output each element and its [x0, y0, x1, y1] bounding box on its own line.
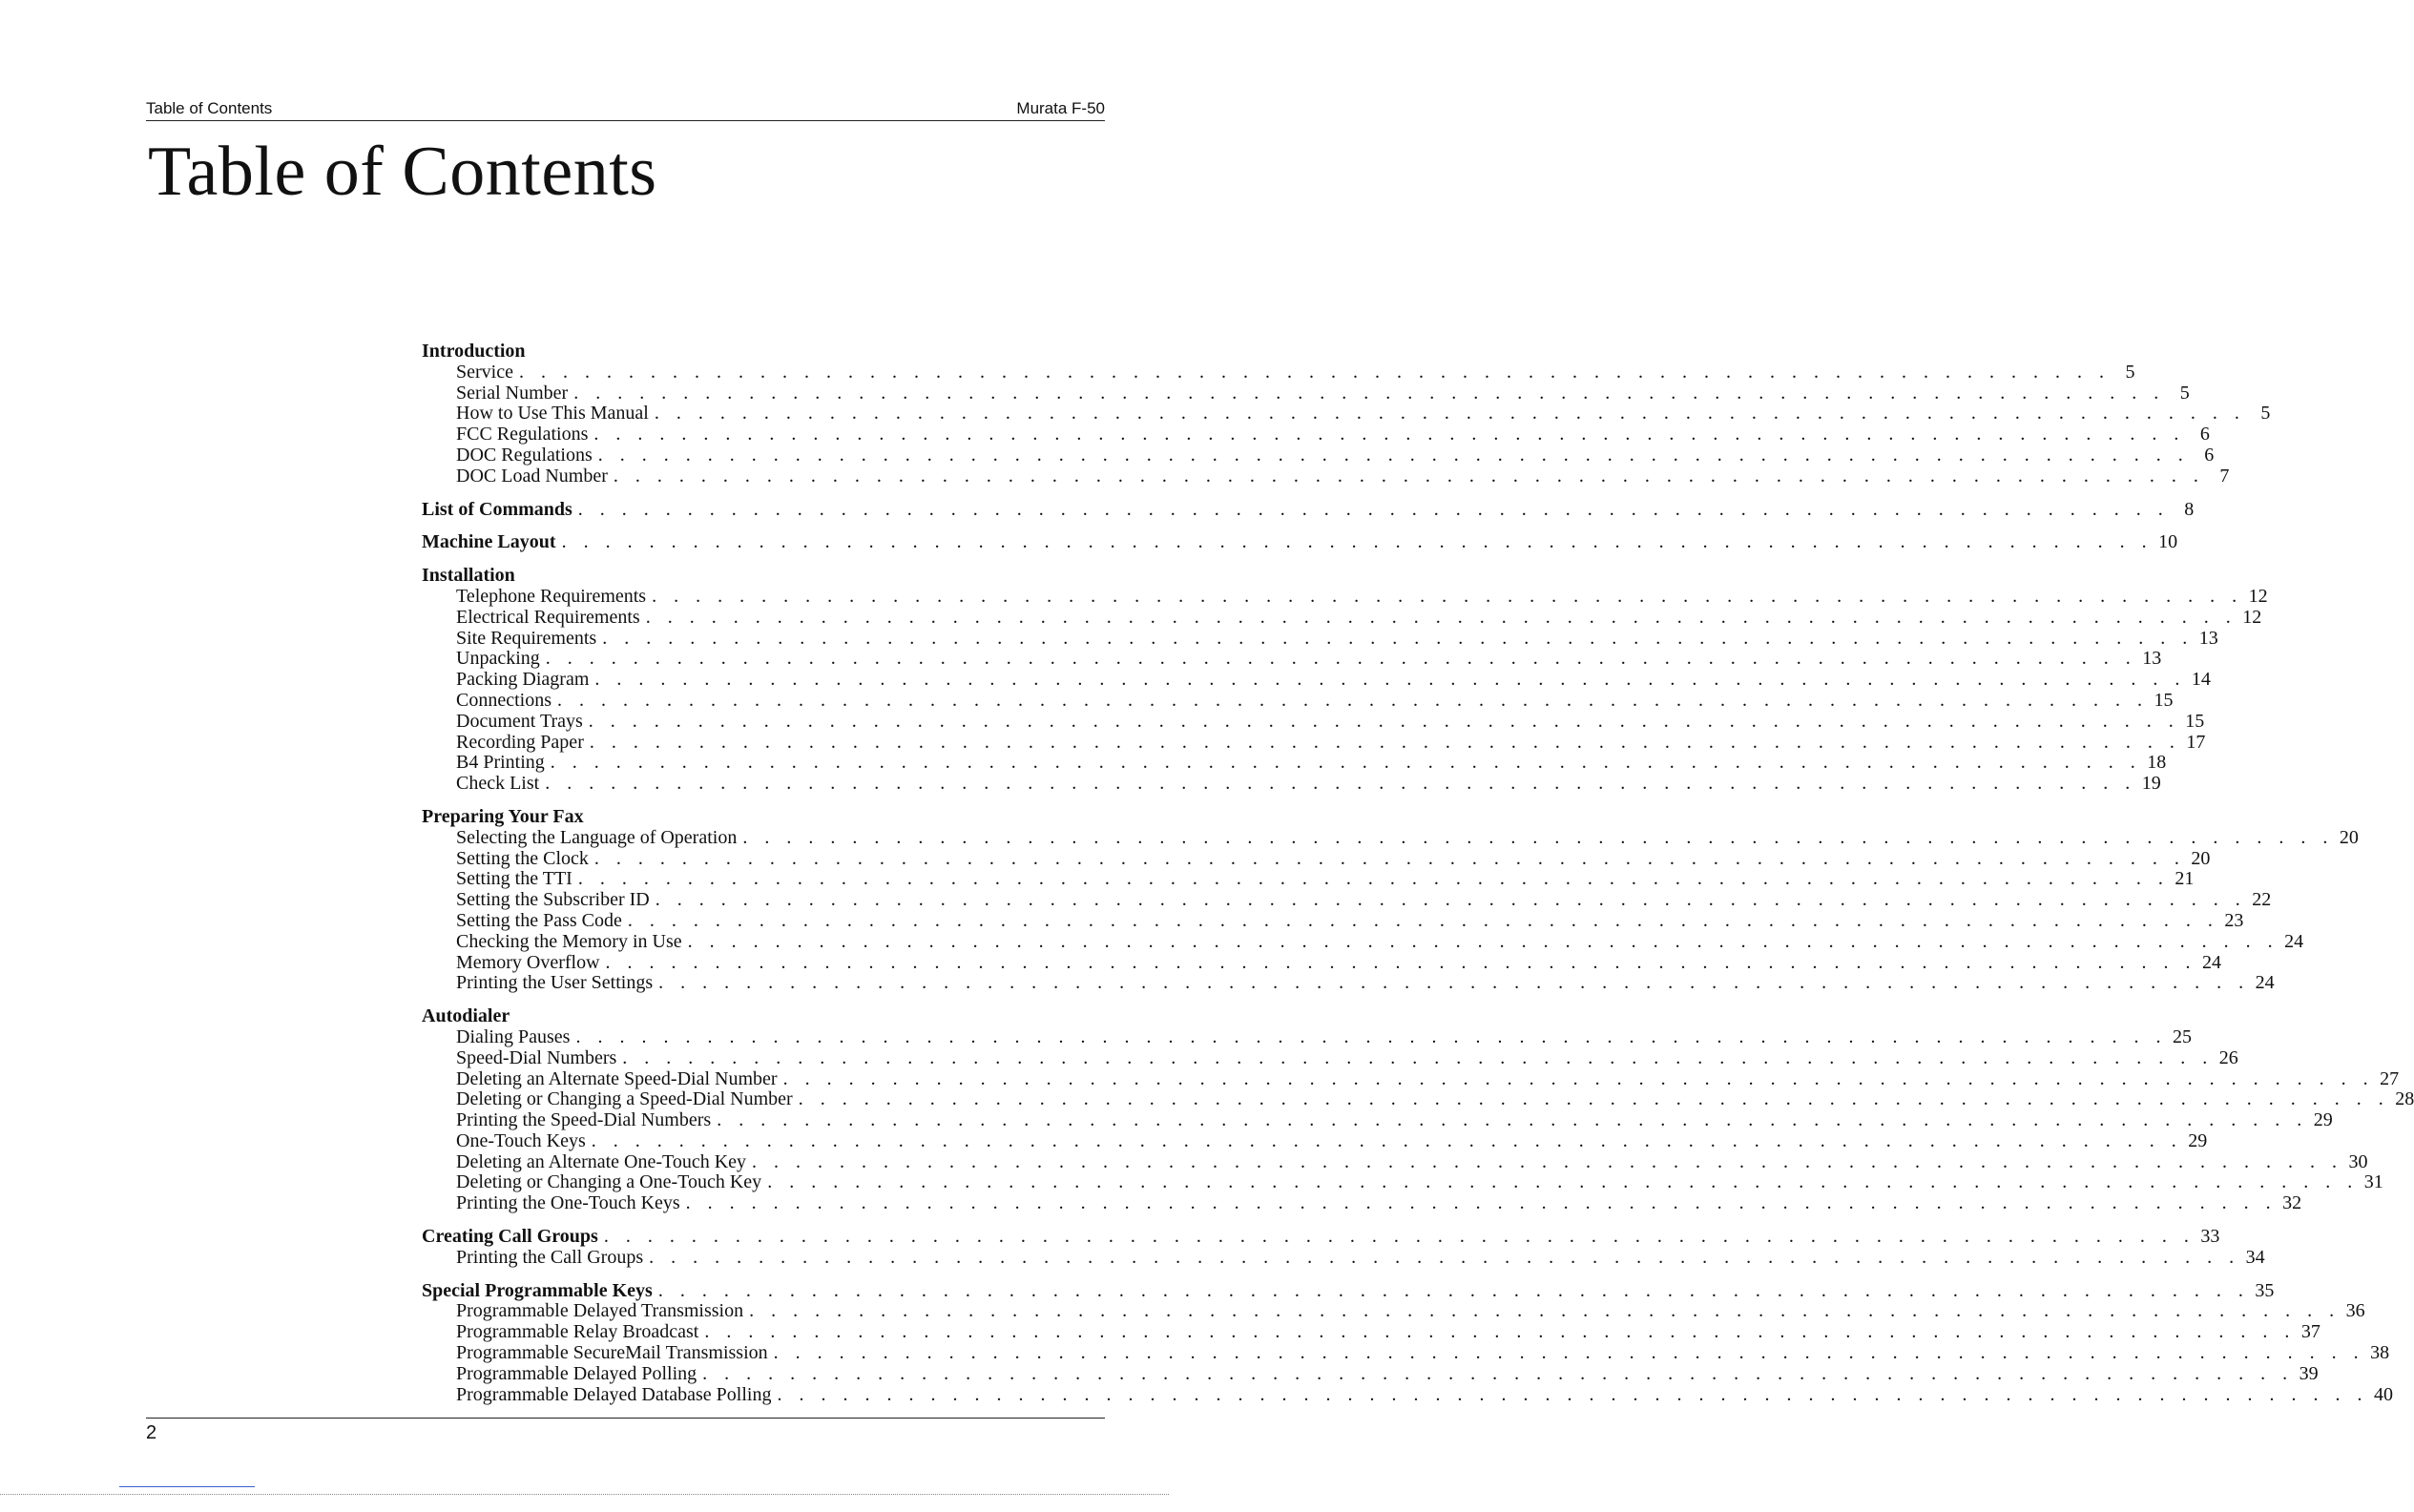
dot-leader: . . . . . . . . . . . . . . . . . . . . . . . . . . . . . . . . . . . . . . . . . . . . . . . . . . . . . . . . . . . . . . . . . . . . . . . . . — [782, 1067, 2375, 1089]
page-number-ref: 29 — [2313, 1109, 2333, 1131]
dot-leader: . . . . . . . . . . . . . . . . . . . . . . . . . . . . . . . . . . . . . . . . . . . . . . . . . . . . . . . . . . . . . . . . . . . . . . . . . — [657, 1279, 2250, 1301]
dot-leader: . . . . . . . . . . . . . . . . . . . . . . . . . . . . . . . . . . . . . . . . . . . . . . . . . . . . . . . . . . . . . . . . . . . . . . . . . — [658, 972, 2250, 994]
entry-label: Deleting or Changing a One-Touch Key — [456, 1171, 762, 1193]
page-number-ref: 28 — [2395, 1088, 2414, 1110]
toc-entry[interactable] — [422, 648, 2162, 670]
entry-label: Recording Paper — [456, 731, 584, 753]
entry-label: Deleting an Alternate One-Touch Key — [456, 1150, 747, 1172]
toc-entry[interactable] — [422, 1129, 2208, 1152]
page-number-ref: 31 — [2363, 1171, 2383, 1193]
toc-entry[interactable] — [422, 465, 2230, 487]
toc-entry[interactable] — [422, 1150, 2368, 1173]
dot-leader: . . . . . . . . . . . . . . . . . . . . . . . . . . . . . . . . . . . . . . . . . . . . . . . . . . . . . . . . . . . . . . . . . . . . . . . . . — [613, 465, 2205, 487]
page-number-ref: 39 — [2299, 1362, 2319, 1384]
page-number-ref: 32 — [2282, 1192, 2302, 1214]
dot-leader: . . . . . . . . . . . . . . . . . . . . . . . . . . . . . . . . . . . . . . . . . . . . . . . . . . . . . . . . . . . . . . . . . . . . . . . . . — [773, 1342, 2365, 1364]
header-section-title: Table of Contents — [146, 99, 273, 117]
page-number-ref: 12 — [2248, 585, 2268, 607]
toc-entry[interactable] — [422, 847, 2211, 870]
entry-label: Printing the Call Groups — [456, 1246, 644, 1268]
dot-leader: . . . . . . . . . . . . . . . . . . . . . . . . . . . . . . . . . . . . . . . . . . . . . . . . . . . . . . . . . . . . . . . . . . . . . . . . . — [622, 1046, 2214, 1068]
toc-entry[interactable] — [422, 444, 2215, 466]
toc-section — [422, 565, 2268, 795]
page-number-ref: 24 — [2255, 972, 2275, 994]
entry-label: DOC Regulations — [456, 444, 593, 466]
toc-section-heading[interactable] — [422, 1006, 1097, 1027]
page-number-ref: 27 — [2380, 1067, 2400, 1089]
dot-leader: . . . . . . . . . . . . . . . . . . . . . . . . . . . . . . . . . . . . . . . . . . . . . . . . . . . . . . . . . . . . . . . . . . . . . . . . . — [749, 1300, 2341, 1322]
page-number-ref: 34 — [2245, 1246, 2265, 1268]
entry-label: Serial Number — [456, 382, 569, 404]
entry-label: Programmable Delayed Database Polling — [456, 1383, 772, 1405]
toc-section-heading[interactable] — [422, 1226, 2220, 1248]
section-title: Autodialer — [422, 1005, 510, 1027]
toc-section-heading[interactable] — [422, 566, 1097, 587]
page-number-ref: 13 — [2142, 648, 2162, 670]
toc-entry[interactable] — [422, 1321, 2320, 1343]
toc-section — [422, 341, 2271, 487]
dot-leader: . . . . . . . . . . . . . . . . . . . . . . . . . . . . . . . . . . . . . . . . . . . . . . . . . . . . . . . . . . . . . . . . . . . . . . . . . — [594, 669, 2186, 691]
page-number-ref: 8 — [2184, 498, 2195, 520]
dot-leader: . . . . . . . . . . . . . . . . . . . . . . . . . . . . . . . . . . . . . . . . . . . . . . . . . . . . . . . . . . . . . . . . . . . . . . . . . — [654, 403, 2246, 425]
toc-entry[interactable] — [422, 951, 2222, 974]
toc-entry[interactable] — [422, 403, 2271, 425]
toc-entry[interactable] — [422, 382, 2190, 404]
dot-leader: . . . . . . . . . . . . . . . . . . . . . . . . . . . . . . . . . . . . . . . . . . . . . . . . . . . . . . . . . . . . . . . . . . . . . . . . . — [685, 1192, 2278, 1214]
page-number-ref: 5 — [2260, 403, 2271, 425]
dot-leader: . . . . . . . . . . . . . . . . . . . . . . . . . . . . . . . . . . . . . . . . . . . . . . . . . . . . . . . . . . . . . . . . . . . . . . . . . — [702, 1362, 2294, 1384]
page-number: 2 — [146, 1422, 157, 1443]
entry-label: Programmable Delayed Transmission — [456, 1300, 744, 1322]
entry-label: Programmable Delayed Polling — [456, 1362, 697, 1384]
bottom-dotted-rule — [0, 1494, 1169, 1495]
toc-entry[interactable] — [422, 627, 2218, 650]
page-number-ref: 13 — [2198, 627, 2218, 649]
toc-entry[interactable] — [422, 606, 2262, 629]
toc-entry[interactable] — [422, 1088, 2414, 1110]
dot-leader: . . . . . . . . . . . . . . . . . . . . . . . . . . . . . . . . . . . . . . . . . . . . . . . . . . . . . . . . . . . . . . . . . . . . . . . . . — [597, 444, 2190, 466]
entry-label: Telephone Requirements — [456, 585, 647, 607]
entry-label: One-Touch Keys — [456, 1129, 586, 1151]
toc-entry[interactable] — [422, 868, 2195, 890]
toc-section-heading[interactable] — [422, 342, 1097, 362]
dot-leader: . . . . . . . . . . . . . . . . . . . . . . . . . . . . . . . . . . . . . . . . . . . . . . . . . . . . . . . . . . . . . . . . . . . . . . . . . — [593, 847, 2186, 869]
page-number-ref: 20 — [2339, 826, 2359, 848]
toc-section — [422, 498, 2195, 521]
toc-section-heading[interactable] — [422, 1279, 2275, 1302]
dot-leader: . . . . . . . . . . . . . . . . . . . . . . . . . . . . . . . . . . . . . . . . . . . . . . . . . . . . . . . . . . . . . . . . . . . . . . . . . — [777, 1383, 2368, 1405]
toc-entry[interactable] — [422, 930, 2304, 953]
entry-label: Connections — [456, 689, 551, 711]
toc-entry[interactable] — [422, 773, 2161, 795]
dot-leader: . . . . . . . . . . . . . . . . . . . . . . . . . . . . . . . . . . . . . . . . . . . . . . . . . . . . . . . . . . . . . . . . . . . . . . . . . — [649, 1246, 2240, 1268]
entry-label: Checking the Memory in Use — [456, 930, 682, 952]
entry-label: Document Trays — [456, 710, 583, 732]
toc-entry[interactable] — [422, 585, 2268, 608]
entry-label: Selecting the Language of Operation — [456, 826, 738, 848]
toc-entry[interactable] — [422, 1067, 2400, 1090]
entry-label: Setting the Subscriber ID — [456, 889, 650, 911]
entry-label: Programmable SecureMail Transmission — [456, 1342, 768, 1364]
page-number-ref: 18 — [2147, 752, 2167, 774]
section-title: Introduction — [422, 341, 526, 362]
page-number-ref: 6 — [2199, 424, 2210, 445]
entry-label: DOC Load Number — [456, 465, 608, 487]
page-number-ref: 17 — [2186, 731, 2206, 753]
table-of-contents — [422, 341, 2414, 1418]
toc-entry[interactable] — [422, 1342, 2390, 1364]
toc-entry[interactable] — [422, 1192, 2302, 1214]
page-number-ref: 6 — [2204, 444, 2215, 466]
page-number-ref: 26 — [2218, 1046, 2238, 1068]
dot-leader: . . . . . . . . . . . . . . . . . . . . . . . . . . . . . . . . . . . . . . . . . . . . . . . . . . . . . . . . . . . . . . . . . . . . . . . . . — [577, 498, 2170, 520]
section-title: Machine Layout — [422, 531, 556, 553]
toc-entry[interactable] — [422, 826, 2359, 849]
toc-entry[interactable] — [422, 889, 2272, 911]
dot-leader: . . . . . . . . . . . . . . . . . . . . . . . . . . . . . . . . . . . . . . . . . . . . . . . . . . . . . . . . . . . . . . . . . . . . . . . . . — [588, 710, 2180, 732]
dot-leader: . . . . . . . . . . . . . . . . . . . . . . . . . . . . . . . . . . . . . . . . . . . . . . . . . . . . . . . . . . . . . . . . . . . . . . . . . — [575, 1025, 2167, 1047]
toc-section-heading[interactable] — [422, 498, 2195, 521]
section-title: Preparing Your Fax — [422, 805, 584, 827]
entry-label: Site Requirements — [456, 627, 597, 649]
toc-entry[interactable] — [422, 1383, 2393, 1406]
dot-leader: . . . . . . . . . . . . . . . . . . . . . . . . . . . . . . . . . . . . . . . . . . . . . . . . . . . . . . . . . . . . . . . . . . . . . . . . . — [557, 689, 2149, 711]
page-number-ref: 24 — [2284, 930, 2304, 952]
entry-label: Electrical Requirements — [456, 606, 640, 628]
page-number-ref: 5 — [2125, 361, 2135, 383]
entry-label: Speed-Dial Numbers — [456, 1046, 617, 1068]
page-number-ref: 24 — [2202, 951, 2222, 973]
dot-leader: . . . . . . . . . . . . . . . . . . . . . . . . . . . . . . . . . . . . . . . . . . . . . . . . . . . . . . . . . . . . . . . . . . . . . . . . . — [742, 826, 2334, 848]
page-number-ref: 30 — [2348, 1150, 2368, 1172]
dot-leader: . . . . . . . . . . . . . . . . . . . . . . . . . . . . . . . . . . . . . . . . . . . . . . . . . . . . . . . . . . . . . . . . . . . . . . . . . — [627, 909, 2219, 931]
page-number-ref: 25 — [2172, 1025, 2192, 1047]
page-number-ref: 14 — [2191, 669, 2211, 691]
dot-leader: . . . . . . . . . . . . . . . . . . . . . . . . . . . . . . . . . . . . . . . . . . . . . . . . . . . . . . . . . . . . . . . . . . . . . . . . . — [573, 382, 2165, 404]
toc-entry[interactable] — [422, 710, 2205, 733]
toc-entry[interactable] — [422, 689, 2174, 712]
dot-leader: . . . . . . . . . . . . . . . . . . . . . . . . . . . . . . . . . . . . . . . . . . . . . . . . . . . . . . . . . . . . . . . . . . . . . . . . . — [798, 1088, 2390, 1110]
dot-leader: . . . . . . . . . . . . . . . . . . . . . . . . . . . . . . . . . . . . . . . . . . . . . . . . . . . . . . . . . . . . . . . . . . . . . . . . . — [561, 531, 2154, 553]
toc-section-heading[interactable] — [422, 531, 2178, 553]
entry-label: Printing the User Settings — [456, 972, 654, 994]
toc-entry[interactable] — [422, 1300, 2365, 1322]
page-number-ref: 35 — [2255, 1279, 2275, 1301]
toc-section — [422, 1279, 2393, 1406]
dot-leader: . . . . . . . . . . . . . . . . . . . . . . . . . . . . . . . . . . . . . . . . . . . . . . . . . . . . . . . . . . . . . . . . . . . . . . . . . — [545, 773, 2136, 795]
page-number-ref: 12 — [2242, 606, 2262, 628]
dot-leader: . . . . . . . . . . . . . . . . . . . . . . . . . . . . . . . . . . . . . . . . . . . . . . . . . . . . . . . . . . . . . . . . . . . . . . . . . — [767, 1171, 2359, 1193]
entry-label: Unpacking — [456, 648, 540, 670]
dot-leader: . . . . . . . . . . . . . . . . . . . . . . . . . . . . . . . . . . . . . . . . . . . . . . . . . . . . . . . . . . . . . . . . . . . . . . . . . — [717, 1109, 2308, 1131]
dot-leader: . . . . . . . . . . . . . . . . . . . . . . . . . . . . . . . . . . . . . . . . . . . . . . . . . . . . . . . . . . . . . . . . . . . . . . . . . — [687, 930, 2279, 952]
dot-leader: . . . . . . . . . . . . . . . . . . . . . . . . . . . . . . . . . . . . . . . . . . . . . . . . . . . . . . . . . . . . . . . . . . . . . . . . . — [518, 361, 2111, 383]
entry-label: Deleting an Alternate Speed-Dial Number — [456, 1067, 778, 1089]
page-number-ref: 29 — [2188, 1129, 2208, 1151]
dot-leader: . . . . . . . . . . . . . . . . . . . . . . . . . . . . . . . . . . . . . . . . . . . . . . . . . . . . . . . . . . . . . . . . . . . . . . . . . — [591, 1129, 2183, 1151]
dot-leader: . . . . . . . . . . . . . . . . . . . . . . . . . . . . . . . . . . . . . . . . . . . . . . . . . . . . . . . . . . . . . . . . . . . . . . . . . — [752, 1150, 2343, 1172]
dot-leader: . . . . . . . . . . . . . . . . . . . . . . . . . . . . . . . . . . . . . . . . . . . . . . . . . . . . . . . . . . . . . . . . . . . . . . . . . — [704, 1321, 2296, 1343]
dot-leader: . . . . . . . . . . . . . . . . . . . . . . . . . . . . . . . . . . . . . . . . . . . . . . . . . . . . . . . . . . . . . . . . . . . . . . . . . — [652, 585, 2243, 607]
toc-entry[interactable] — [422, 1046, 2238, 1069]
toc-entry[interactable] — [422, 1362, 2319, 1385]
page-number-ref: 38 — [2370, 1342, 2390, 1364]
entry-label: Service — [456, 361, 513, 383]
toc-section-heading[interactable] — [422, 807, 1097, 828]
toc-section — [422, 805, 2359, 994]
running-header — [146, 99, 1105, 121]
toc-entry[interactable] — [422, 1246, 2265, 1269]
page-title: Table of Contents — [148, 133, 657, 211]
page-number-ref: 19 — [2141, 773, 2161, 795]
entry-label: Deleting or Changing a Speed-Dial Number — [456, 1088, 793, 1110]
page-number-ref: 5 — [2179, 382, 2190, 404]
toc-entry[interactable] — [422, 424, 2210, 445]
toc-entry[interactable] — [422, 909, 2244, 932]
page-number-ref: 21 — [2175, 868, 2195, 890]
dot-leader: . . . . . . . . . . . . . . . . . . . . . . . . . . . . . . . . . . . . . . . . . . . . . . . . . . . . . . . . . . . . . . . . . . . . . . . . . — [589, 731, 2181, 753]
entry-label: Dialing Pauses — [456, 1025, 571, 1047]
toc-entry[interactable] — [422, 1171, 2383, 1193]
toc-entry[interactable] — [422, 361, 2135, 383]
bottom-link-underline — [119, 1486, 255, 1487]
section-title: List of Commands — [422, 498, 572, 520]
dot-leader: . . . . . . . . . . . . . . . . . . . . . . . . . . . . . . . . . . . . . . . . . . . . . . . . . . . . . . . . . . . . . . . . . . . . . . . . . — [603, 1226, 2195, 1248]
dot-leader: . . . . . . . . . . . . . . . . . . . . . . . . . . . . . . . . . . . . . . . . . . . . . . . . . . . . . . . . . . . . . . . . . . . . . . . . . — [602, 627, 2194, 649]
toc-section — [422, 1005, 2414, 1214]
page-number-ref: 23 — [2224, 909, 2244, 931]
section-title: Installation — [422, 565, 515, 587]
page-footer — [146, 1418, 1105, 1443]
page-number-ref: 22 — [2252, 889, 2272, 911]
toc-entry[interactable] — [422, 1109, 2333, 1131]
entry-label: Setting the TTI — [456, 868, 572, 890]
page-number-ref: 7 — [2219, 465, 2230, 487]
entry-label: Setting the Pass Code — [456, 909, 622, 931]
page-number-ref: 36 — [2345, 1300, 2365, 1322]
entry-label: Packing Diagram — [456, 669, 590, 691]
dot-leader: . . . . . . . . . . . . . . . . . . . . . . . . . . . . . . . . . . . . . . . . . . . . . . . . . . . . . . . . . . . . . . . . . . . . . . . . . — [577, 868, 2170, 890]
header-product-name: Murata F-50 — [1016, 99, 1105, 117]
page-number-ref: 33 — [2200, 1226, 2220, 1248]
toc-entry[interactable] — [422, 972, 2275, 994]
page-number-ref: 37 — [2300, 1321, 2320, 1343]
toc-entry[interactable] — [422, 1025, 2192, 1048]
toc-entry[interactable] — [422, 752, 2167, 774]
entry-label: Check List — [456, 773, 540, 795]
page-number-ref: 40 — [2373, 1383, 2393, 1405]
section-title: Creating Call Groups — [422, 1226, 598, 1248]
dot-leader: . . . . . . . . . . . . . . . . . . . . . . . . . . . . . . . . . . . . . . . . . . . . . . . . . . . . . . . . . . . . . . . . . . . . . . . . . — [645, 606, 2237, 628]
page-number-ref: 10 — [2158, 531, 2178, 553]
section-title: Special Programmable Keys — [422, 1279, 653, 1301]
entry-label: Memory Overflow — [456, 951, 600, 973]
toc-section — [422, 1226, 2265, 1269]
toc-entry[interactable] — [422, 669, 2211, 691]
entry-label: Programmable Relay Broadcast — [456, 1321, 699, 1343]
entry-label: FCC Regulations — [456, 424, 589, 445]
dot-leader: . . . . . . . . . . . . . . . . . . . . . . . . . . . . . . . . . . . . . . . . . . . . . . . . . . . . . . . . . . . . . . . . . . . . . . . . . — [545, 648, 2137, 670]
dot-leader: . . . . . . . . . . . . . . . . . . . . . . . . . . . . . . . . . . . . . . . . . . . . . . . . . . . . . . . . . . . . . . . . . . . . . . . . . — [605, 951, 2197, 973]
page-number-ref: 15 — [2154, 689, 2174, 711]
entry-label: Printing the Speed-Dial Numbers — [456, 1109, 712, 1131]
dot-leader: . . . . . . . . . . . . . . . . . . . . . . . . . . . . . . . . . . . . . . . . . . . . . . . . . . . . . . . . . . . . . . . . . . . . . . . . . — [593, 424, 2185, 445]
dot-leader: . . . . . . . . . . . . . . . . . . . . . . . . . . . . . . . . . . . . . . . . . . . . . . . . . . . . . . . . . . . . . . . . . . . . . . . . . — [655, 889, 2247, 911]
entry-label: Printing the One-Touch Keys — [456, 1192, 680, 1214]
toc-entry[interactable] — [422, 731, 2206, 754]
dot-leader: . . . . . . . . . . . . . . . . . . . . . . . . . . . . . . . . . . . . . . . . . . . . . . . . . . . . . . . . . . . . . . . . . . . . . . . . . — [550, 752, 2142, 774]
entry-label: B4 Printing — [456, 752, 545, 774]
toc-section — [422, 531, 2178, 553]
page-number-ref: 20 — [2191, 847, 2211, 869]
page-number-ref: 15 — [2185, 710, 2205, 732]
entry-label: Setting the Clock — [456, 847, 589, 869]
entry-label: How to Use This Manual — [456, 403, 649, 425]
